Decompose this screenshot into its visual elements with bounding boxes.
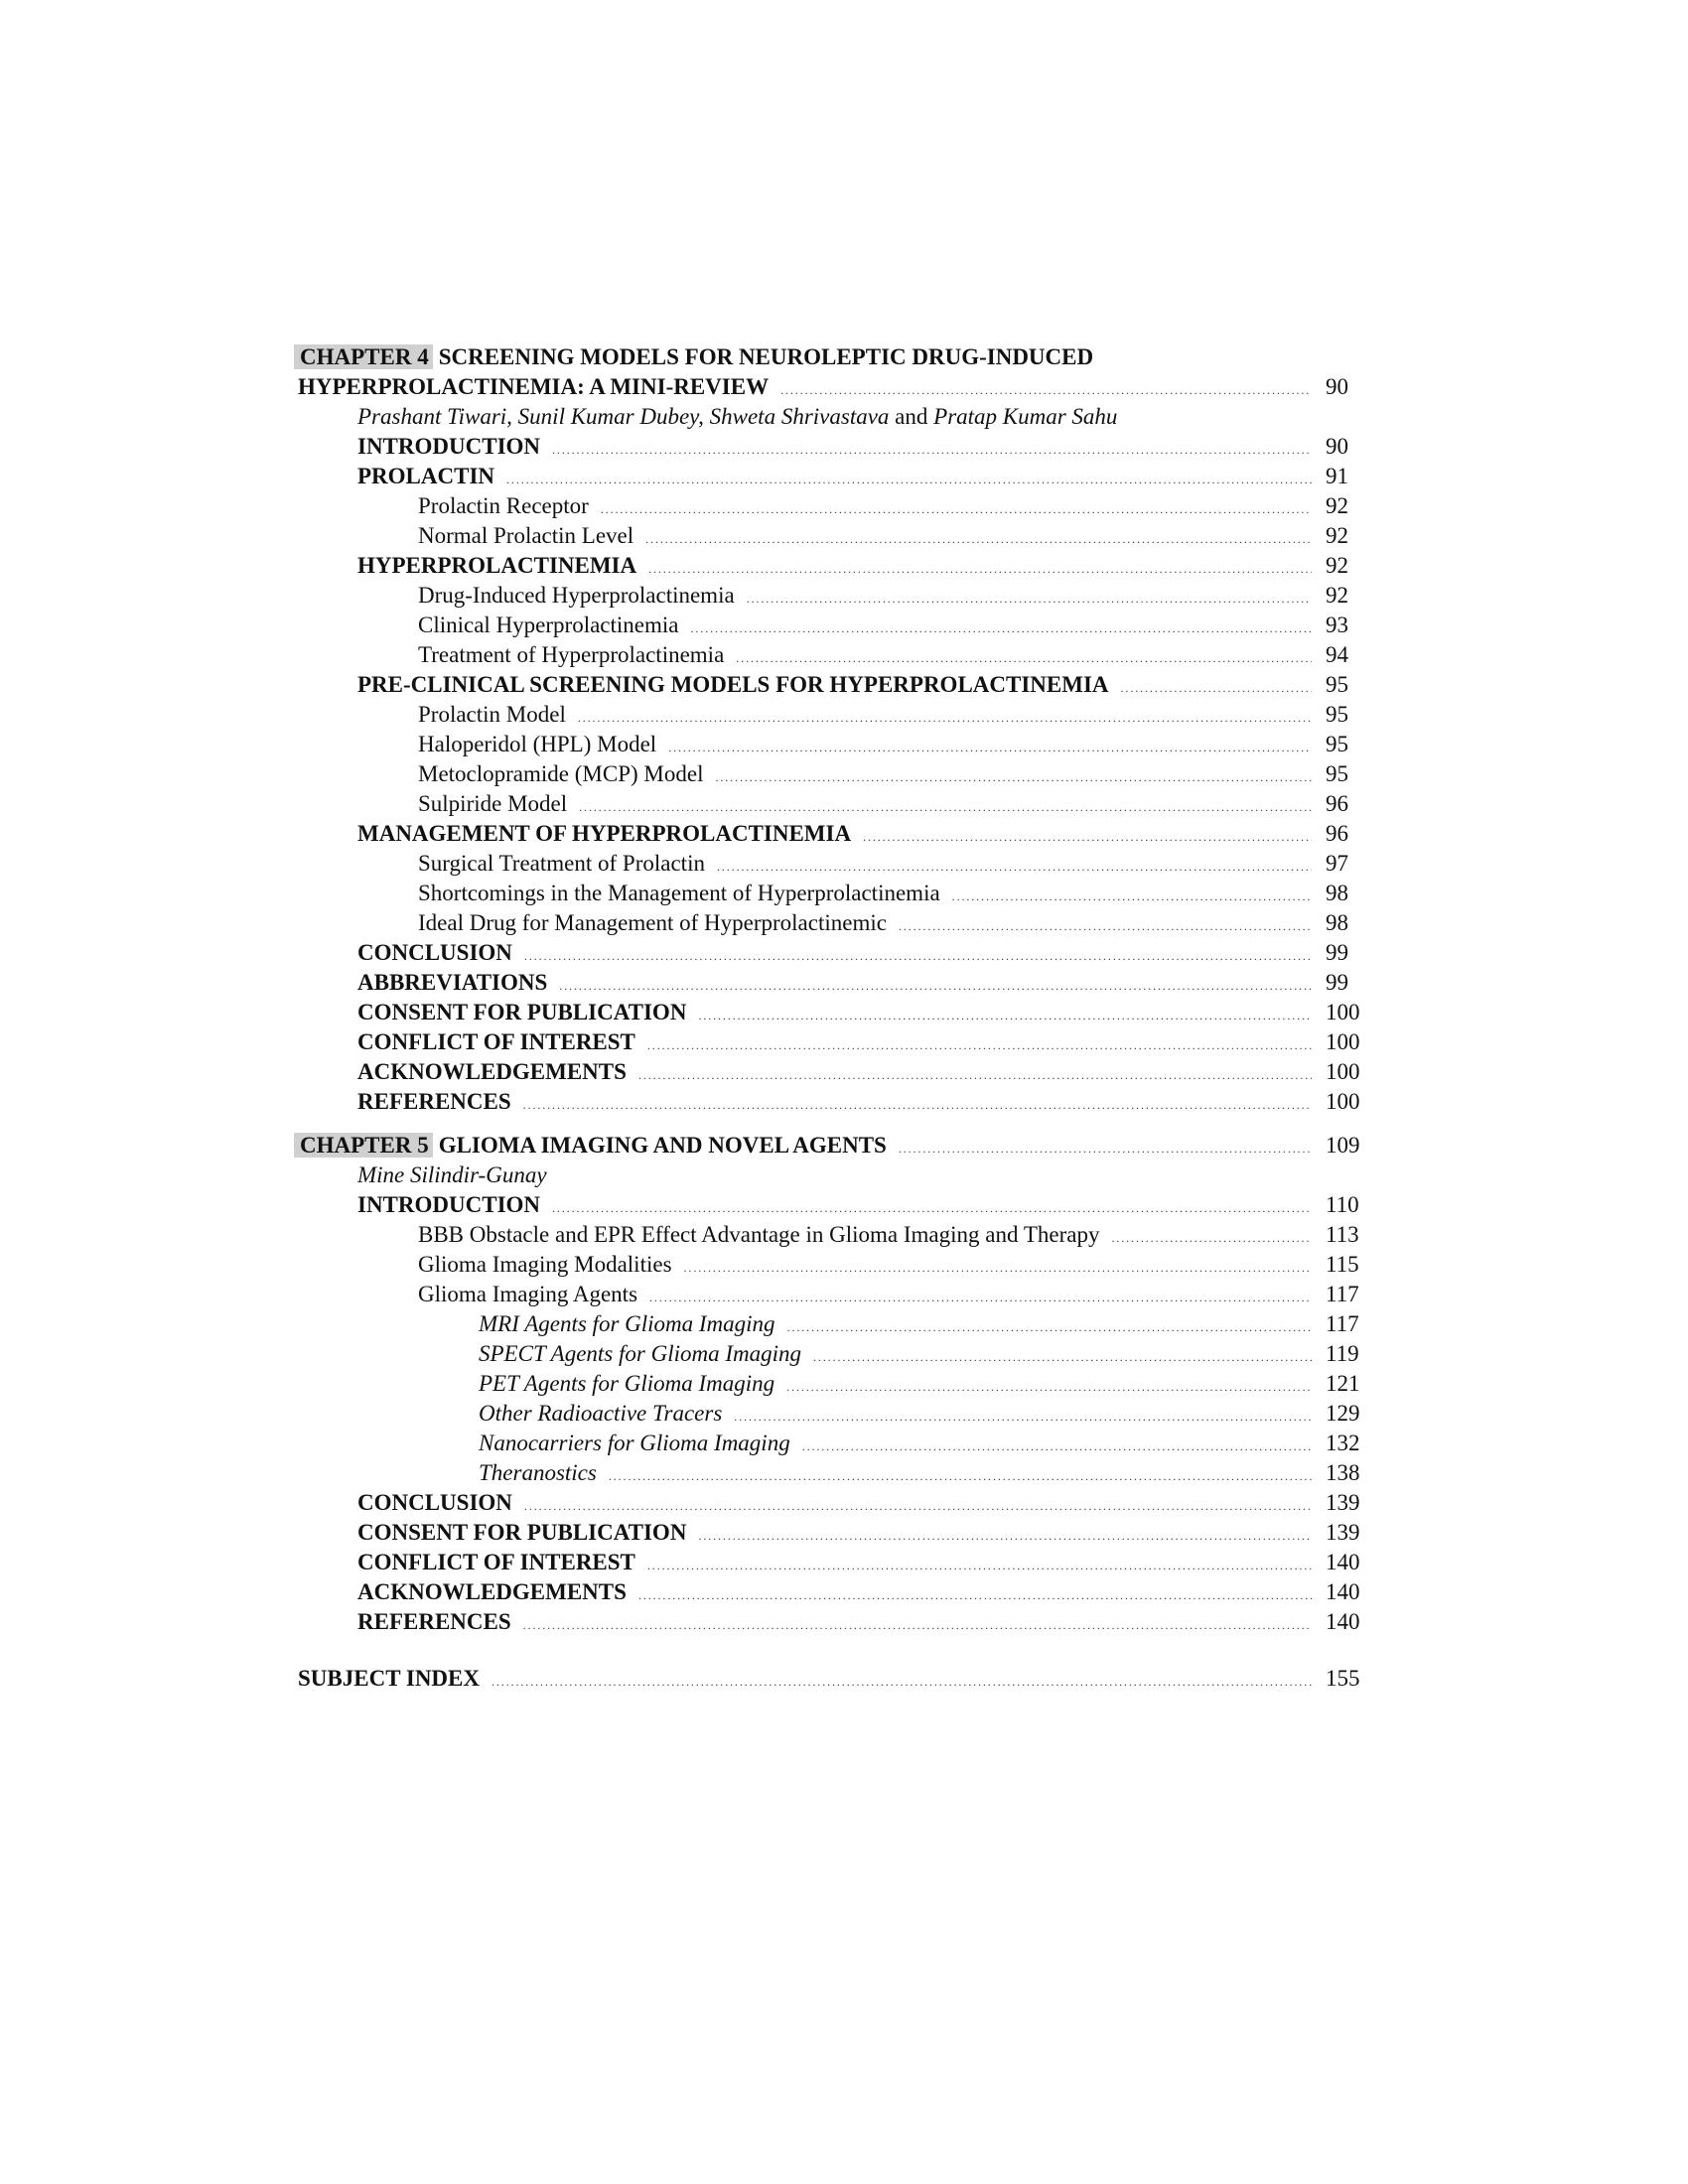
toc-entry-title: Haloperidol (HPL) Model (418, 732, 657, 756)
toc-entry[interactable] (298, 1057, 1385, 1087)
page-number: 99 (1326, 940, 1348, 965)
toc-entry[interactable] (298, 1280, 1385, 1309)
toc-entry[interactable] (298, 491, 1385, 521)
dot-leader (780, 375, 1312, 405)
page-number: 92 (1326, 583, 1348, 608)
page-number: 93 (1326, 613, 1348, 637)
page-number: 139 (1326, 1520, 1360, 1545)
page-number: 91 (1326, 464, 1348, 488)
dot-leader (523, 1610, 1312, 1640)
toc-entry-title: ACKNOWLEDGEMENTS (357, 1579, 627, 1604)
dot-leader (802, 1432, 1312, 1461)
toc-entry-title: SPECT Agents for Glioma Imaging (479, 1341, 801, 1366)
toc-entry-title: Shortcomings in the Management of Hyperprolactinemia (418, 881, 940, 905)
dot-leader (691, 614, 1313, 643)
toc-entry-title: PROLACTIN (357, 464, 495, 488)
toc-entry-title: CONFLICT OF INTEREST (357, 1029, 635, 1054)
toc-entry[interactable] (298, 1027, 1385, 1057)
toc-entry[interactable] (298, 581, 1385, 611)
toc-entry[interactable] (298, 1607, 1385, 1637)
chapter-4-title-row[interactable] (298, 372, 1385, 402)
page-number: 100 (1326, 1059, 1360, 1084)
toc-entry-title: MRI Agents for Glioma Imaging (479, 1311, 775, 1336)
page-number: 140 (1326, 1550, 1360, 1574)
chapter-4-title-line2: HYPERPROLACTINEMIA: A MINI-REVIEW (298, 374, 770, 399)
page-number: 96 (1326, 791, 1348, 816)
dot-leader (684, 1253, 1312, 1283)
toc-entry[interactable] (298, 1369, 1385, 1399)
toc-entry-title: INTRODUCTION (357, 434, 541, 459)
page-number: 113 (1326, 1222, 1359, 1247)
toc-entry-title: ABBREVIATIONS (357, 970, 548, 995)
toc-entry-title: Prolactin Model (418, 702, 566, 727)
dot-leader (715, 762, 1312, 792)
toc-entry-title: BBB Obstacle and EPR Effect Advantage in Glioma Imaging and Therapy (418, 1222, 1100, 1247)
author-group-1: Prashant Tiwari, Sunil Kumar Dubey, Shweta Shrivastava (357, 404, 890, 429)
toc-entry-title: CONCLUSION (357, 1490, 512, 1515)
toc-entry[interactable] (298, 908, 1385, 938)
dot-leader (899, 911, 1312, 941)
page-number: 97 (1326, 851, 1348, 876)
page-number: 109 (1326, 1133, 1360, 1158)
author-group: Mine Silindir-Gunay (357, 1162, 547, 1187)
dot-leader (579, 792, 1312, 822)
subject-index-title: SUBJECT INDEX (298, 1666, 480, 1691)
dot-leader (786, 1372, 1312, 1402)
dot-leader (734, 1402, 1312, 1432)
page-number: 100 (1326, 1029, 1360, 1054)
chapter-5-title: GLIOMA IMAGING AND NOVEL AGENTS (438, 1133, 887, 1158)
dot-leader (647, 1551, 1312, 1580)
page-number: 94 (1326, 642, 1348, 667)
dot-leader (813, 1342, 1312, 1372)
toc-entry[interactable] (298, 998, 1385, 1027)
toc-entry[interactable] (298, 1548, 1385, 1577)
page-number: 140 (1326, 1609, 1360, 1634)
chapter-5-label: CHAPTER 5 (294, 1133, 433, 1158)
toc-entry[interactable] (298, 1577, 1385, 1607)
toc-entry[interactable] (298, 819, 1385, 849)
page-number: 95 (1326, 672, 1348, 697)
toc-entry[interactable] (298, 789, 1385, 819)
toc-entry[interactable] (298, 759, 1385, 789)
toc-entry-title: CONCLUSION (357, 940, 512, 965)
toc-entry-title: Sulpiride Model (418, 791, 568, 816)
toc-entry-title: REFERENCES (357, 1609, 511, 1634)
chapter-4-heading[interactable] (298, 342, 1385, 372)
dot-leader (863, 822, 1312, 852)
toc-entry-title: Glioma Imaging Modalities (418, 1252, 672, 1277)
toc-entry[interactable] (298, 1339, 1385, 1369)
chapter-5-heading[interactable] (298, 1131, 1385, 1160)
dot-leader (638, 1060, 1312, 1090)
chapter-4-title-line1: SCREENING MODELS FOR NEUROLEPTIC DRUG-INDUCED (438, 344, 1094, 369)
dot-leader (524, 941, 1312, 971)
toc-entry[interactable] (298, 730, 1385, 759)
toc-entry[interactable] (298, 640, 1385, 670)
toc-entry[interactable] (298, 1458, 1385, 1488)
toc-entry-title: HYPERPROLACTINEMIA (357, 553, 637, 578)
page-number: 100 (1326, 1000, 1360, 1024)
page-number: 100 (1326, 1089, 1360, 1114)
dot-leader (747, 584, 1312, 614)
toc-entry[interactable] (298, 1518, 1385, 1548)
page-number: 121 (1326, 1371, 1360, 1396)
chapter-4-authors (298, 402, 1385, 432)
toc-entry-title: Theranostics (479, 1460, 597, 1485)
toc-entry-title: Other Radioactive Tracers (479, 1401, 723, 1426)
toc-entry-title: CONFLICT OF INTEREST (357, 1550, 635, 1574)
toc-entry-title: INTRODUCTION (357, 1192, 541, 1217)
toc-entry-title: Surgical Treatment of Prolactin (418, 851, 705, 876)
dot-leader (736, 643, 1312, 673)
dot-leader (524, 1491, 1312, 1521)
dot-leader (552, 1193, 1312, 1223)
dot-leader (1111, 1223, 1312, 1253)
dot-leader (648, 554, 1312, 584)
toc-entry-title: Drug-Induced Hyperprolactinemia (418, 583, 735, 608)
dot-leader (952, 882, 1312, 911)
dot-leader (638, 1580, 1312, 1610)
page-number: 98 (1326, 881, 1348, 905)
toc-entry-title: Normal Prolactin Level (418, 523, 634, 548)
page-number: 110 (1326, 1192, 1359, 1217)
toc-entry-title: CONSENT FOR PUBLICATION (357, 1520, 687, 1545)
page-number: 96 (1326, 821, 1348, 846)
toc-entry[interactable] (298, 462, 1385, 491)
dot-leader (645, 524, 1312, 554)
toc-entry[interactable] (298, 968, 1385, 998)
toc-entry-title: Ideal Drug for Management of Hyperprolactinemic (418, 910, 887, 935)
page-number: 99 (1326, 970, 1348, 995)
dot-leader (698, 1521, 1312, 1551)
toc-entry[interactable] (298, 938, 1385, 968)
toc-entry[interactable] (298, 1190, 1385, 1220)
page-number: 95 (1326, 732, 1348, 756)
dot-leader (506, 465, 1312, 494)
toc-entry[interactable] (298, 849, 1385, 879)
toc-entry[interactable] (298, 879, 1385, 908)
page-number: 90 (1326, 374, 1348, 399)
dot-leader (717, 852, 1312, 882)
dot-leader (601, 494, 1312, 524)
dot-leader (649, 1283, 1312, 1312)
toc-entry[interactable] (298, 1429, 1385, 1458)
page-number: 115 (1326, 1252, 1359, 1277)
chapter-4-label: CHAPTER 4 (294, 344, 433, 369)
toc-entry[interactable] (298, 1087, 1385, 1117)
toc-entry[interactable] (298, 1220, 1385, 1250)
page-number: 132 (1326, 1431, 1360, 1455)
toc-entry-title: CONSENT FOR PUBLICATION (357, 1000, 687, 1024)
toc-entry-title: Treatment of Hyperprolactinemia (418, 642, 725, 667)
dot-leader (523, 1090, 1312, 1120)
page-number: 129 (1326, 1401, 1360, 1426)
toc-entry[interactable] (298, 670, 1385, 700)
dot-leader (1121, 673, 1312, 703)
toc-entry-title: Prolactin Receptor (418, 493, 589, 518)
page-number: 90 (1326, 434, 1348, 459)
toc-entry-title: PET Agents for Glioma Imaging (479, 1371, 775, 1396)
page-number: 155 (1326, 1666, 1360, 1691)
page-number: 119 (1326, 1341, 1359, 1366)
toc-entry-title: MANAGEMENT OF HYPERPROLACTINEMIA (357, 821, 852, 846)
dot-leader (559, 971, 1312, 1001)
table-of-contents (298, 342, 1385, 1694)
page-number: 92 (1326, 523, 1348, 548)
toc-entry[interactable] (298, 521, 1385, 551)
page-number: 138 (1326, 1460, 1360, 1485)
toc-entry[interactable] (298, 700, 1385, 730)
toc-entry-title: REFERENCES (357, 1089, 511, 1114)
toc-entry[interactable] (298, 611, 1385, 640)
page-number: 95 (1326, 702, 1348, 727)
dot-leader (492, 1667, 1312, 1697)
dot-leader (552, 435, 1312, 465)
author-group-2: Pratap Kumar Sahu (933, 404, 1118, 429)
toc-entry-title: Metoclopramide (MCP) Model (418, 761, 704, 786)
toc-entry[interactable] (298, 1399, 1385, 1429)
dot-leader (899, 1134, 1312, 1163)
toc-entry-title: PRE-CLINICAL SCREENING MODELS FOR HYPERPROLACTINEMIA (357, 672, 1109, 697)
dot-leader (787, 1312, 1312, 1342)
dot-leader (578, 703, 1312, 733)
page-number: 92 (1326, 553, 1348, 578)
dot-leader (609, 1461, 1312, 1491)
toc-entry[interactable] (298, 1250, 1385, 1280)
toc-entry-title: Glioma Imaging Agents (418, 1282, 638, 1306)
page-number: 140 (1326, 1579, 1360, 1604)
page-number: 117 (1326, 1311, 1359, 1336)
toc-entry-title: Nanocarriers for Glioma Imaging (479, 1431, 790, 1455)
page-number: 98 (1326, 910, 1348, 935)
dot-leader (698, 1001, 1312, 1030)
toc-entry[interactable] (298, 551, 1385, 581)
page-number: 117 (1326, 1282, 1359, 1306)
author-conjunction: and (895, 404, 928, 429)
subject-index-entry[interactable] (298, 1664, 1385, 1694)
toc-entry-title: ACKNOWLEDGEMENTS (357, 1059, 627, 1084)
chapter-5-authors (298, 1160, 1385, 1190)
toc-entry-title: Clinical Hyperprolactinemia (418, 613, 679, 637)
page-number: 92 (1326, 493, 1348, 518)
dot-leader (647, 1030, 1312, 1060)
page-number: 139 (1326, 1490, 1360, 1515)
toc-entry[interactable] (298, 1309, 1385, 1339)
dot-leader (668, 733, 1312, 762)
toc-entry[interactable] (298, 432, 1385, 462)
page-number: 95 (1326, 761, 1348, 786)
toc-entry[interactable] (298, 1488, 1385, 1518)
